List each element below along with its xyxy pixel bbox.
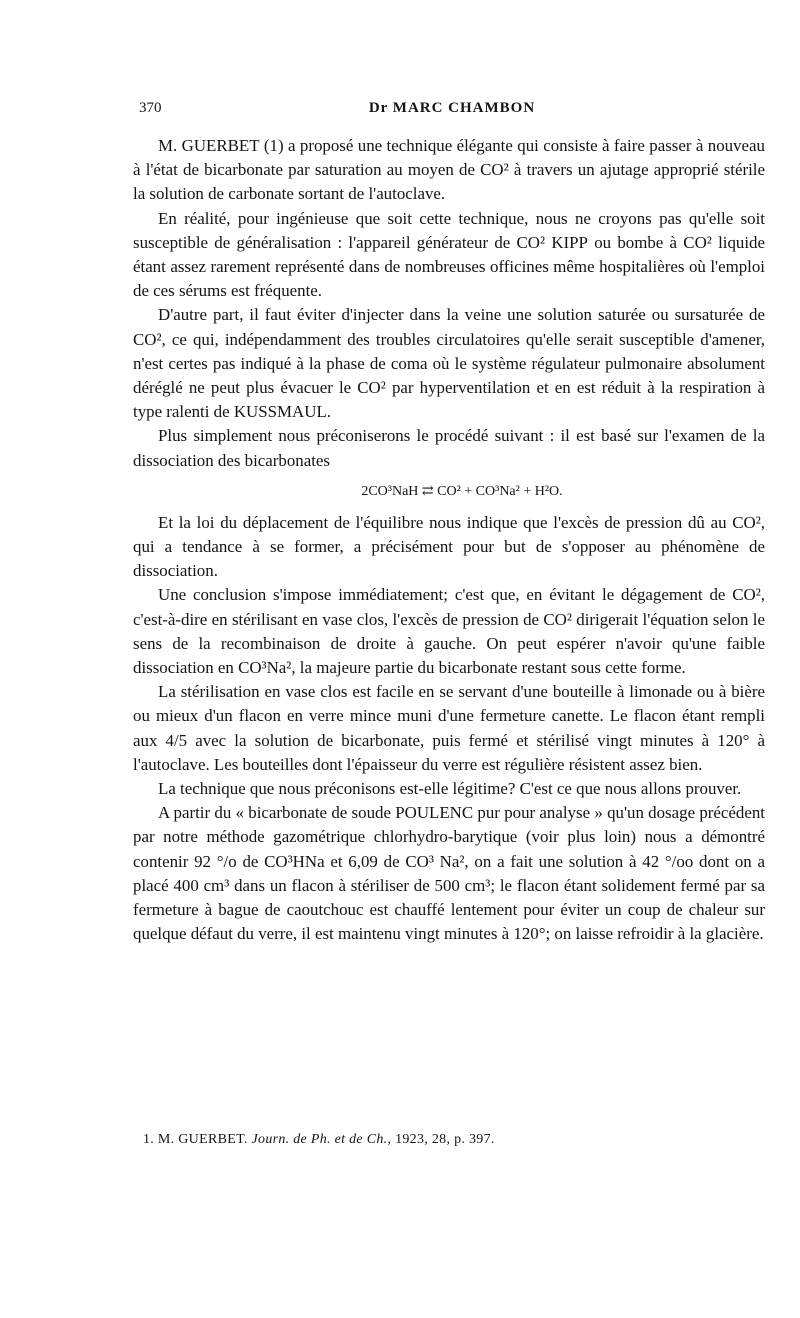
- body-text: [133, 134, 765, 947]
- paragraph: [133, 303, 765, 424]
- paragraph: [133, 680, 765, 777]
- paragraph-text: La stérilisation en vase clos est facile en se servant d'une bouteille à limonade ou à bière ou mieux d'un flacon en verre mince muni d'une fermeture canette. Le flacon étant rempli aux 4/5 avec la solution de bicarbonate, puis fermé et stérilisé vingt minutes à 120° à l'autoclave. Les bouteilles dont l'épaisseur du verre est régulière résistent assez bien.: [133, 682, 765, 774]
- paragraph-text: A partir du « bicarbonate de soude: [158, 803, 396, 823]
- footnote-reference: (1): [263, 136, 284, 155]
- paragraph: [133, 583, 765, 680]
- page-header: [139, 100, 765, 126]
- paragraph: [133, 134, 765, 207]
- page-number: 370: [139, 100, 162, 116]
- footnote-author: M. GUERBET.: [157, 1132, 248, 1147]
- name-poulenc: POULENC: [395, 803, 474, 823]
- paragraph-text: Et la loi du déplacement de l'équilibre nous indique que l'excès de pression dû au CO², qui a tendance à se former, a précisément pour but de s'opposer au phénomène de dissociation.: [133, 512, 765, 581]
- paragraph-text: Une conclusion s'impose immédiatement; c'est que, en évitant le dégagement de CO², c'est-à-dire en stérilisant en vase clos, l'excès de pression de CO² dirigerait l'équation selon le sens de la recombinaison de droite à gauche. On peut espérer n'avoir qu'une faible dissociation en CO³Na², la majeure partie du bicarbonate restant sous cette forme.: [133, 585, 765, 678]
- paragraph-text: Plus simplement nous préconiserons le procédé suivant : il est basé sur l'examen de la dissociation des bicarbonates: [133, 426, 765, 470]
- chemical-equation: 2CO³NaH ⇄ CO² + CO³Na² + H²O.: [361, 483, 563, 499]
- footnote-number: 1.: [143, 1132, 155, 1147]
- paragraph-text: .: [326, 402, 331, 422]
- footnote-journal: Journ. de Ph. et de Ch.: [251, 1132, 388, 1147]
- paragraph: [133, 511, 765, 584]
- paragraph-text: pur pour analyse » qu'un dosage précédent par notre méthode gazométrique chlorhydro-barytique (voir plus loin) nous a démontré contenir 92 °/o de CO³HNa et 6,09 de CO³ Na², on a fait une solution à 42 °/oo dont on a placé 400 cm³ dans un flacon à stériliser de 500 cm³; le flacon étant solidement fermé par sa fermeture à bague de caoutchouc est chauffé lentement pour éviter un coup de chaleur sur quelque défaut du verre, il est maintenu vingt minutes à 120°; on laisse refroidir à la glacière.: [133, 803, 765, 944]
- paragraph-text: ou bombe à CO² liquide étant assez rarement représenté dans de nombreuses officines même hospitalières où l'emploi de ces sérums est fréquente.: [133, 232, 765, 301]
- paragraph-text: En réalité, pour ingénieuse que soit cette technique, nous ne croyons pas qu'elle soit susceptible de généralisation : l'appareil générateur de CO²: [133, 208, 765, 252]
- paragraph-text: La technique que nous préconisons est-elle légitime? C'est ce que nous allons prouver.: [158, 779, 742, 799]
- paragraph-text: D'autre part, il faut éviter d'injecter dans la veine une solution saturée ou sursaturée de CO², ce qui, indépendamment des troubles circulatoires qu'elle serait susceptible d'amener, n'est certes pas indiqué à la phase de coma où le système régulateur pulmonaire absolument déréglé ne peut plus évacuer le CO² par hyperventilation et en est réduit à la respiration à type ralenti de: [133, 305, 765, 422]
- footnote: [143, 1130, 743, 1150]
- author-name: M. GUERBET: [158, 136, 260, 155]
- paragraph: [133, 207, 765, 304]
- name-kipp: KIPP: [551, 232, 588, 252]
- paragraph: [133, 777, 765, 801]
- running-head: Dr MARC CHAMBON: [368, 100, 536, 116]
- paragraph: [133, 801, 765, 946]
- paragraph-text: a proposé une technique élégante qui consiste à faire passer à nouveau à l'état de bicarbonate par saturation au moyen de CO² à travers un ajutage approprié stérile la solution de carbonate sortant de l'autoclave.: [133, 136, 765, 204]
- paragraph: [133, 424, 765, 472]
- footnote-details: , 1923, 28, p. 397.: [387, 1132, 495, 1147]
- name-kussmaul: KUSSMAUL: [233, 402, 327, 422]
